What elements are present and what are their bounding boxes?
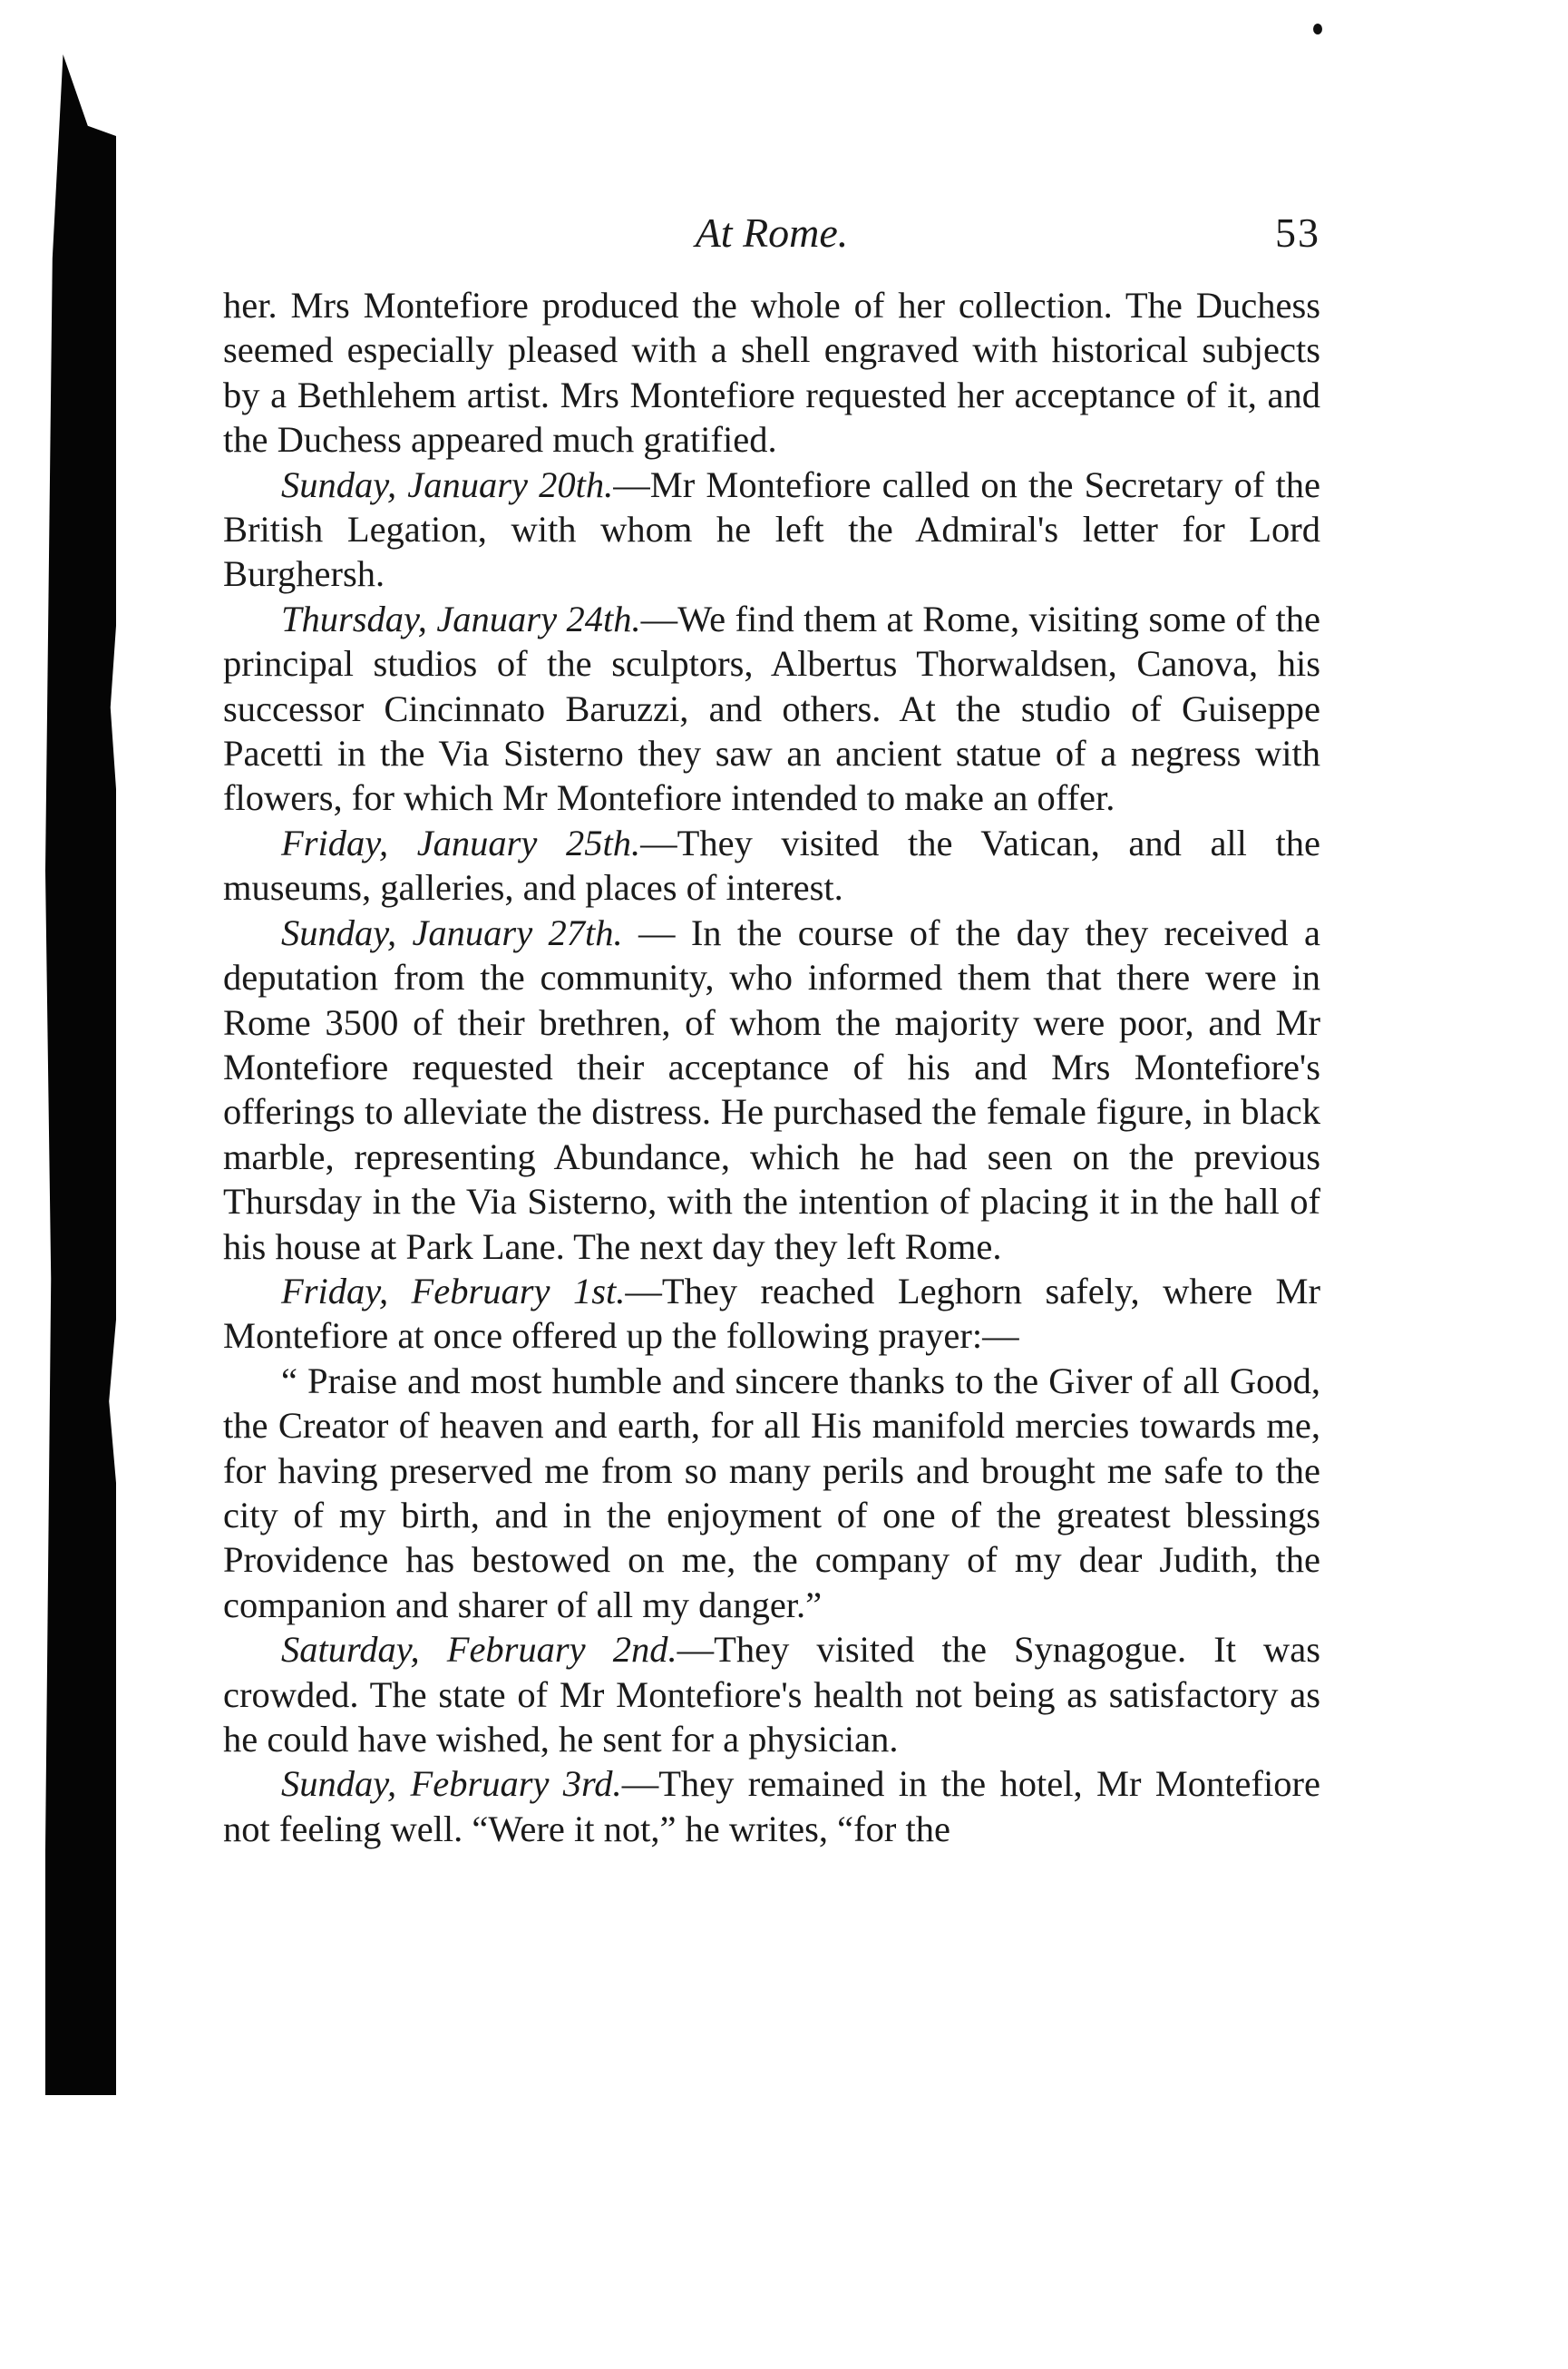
paragraph: [223, 463, 1320, 597]
paragraph: [223, 597, 1320, 821]
paragraph-text: — In the course of the day they received a deputation from the community, who informed them that there were in Rome 3500 of their brethren, of whom the majority were poor, and Mr Montefiore requested their acceptance of his and Mrs Montefiore's offerings to alleviate the distress. He purchased the female figure, in black marble, representing Abundance, which he had seen on the previous Thursday in the Via Sisterno, with the intention of placing it in the hall of his house at Park Lane. The next day they left Rome.: [223, 912, 1320, 1267]
page-number: 53: [1275, 210, 1320, 256]
paragraph-text: —Mr Montefiore called on the Secretary of the British Legation, with whom he left the Admiral's letter for Lord Burghersh.: [223, 463, 1320, 595]
dateline: Saturday, February 2nd.: [281, 1629, 677, 1671]
dateline: Sunday, January 20th.: [281, 463, 614, 505]
dateline: Friday, February 1st.: [281, 1270, 626, 1311]
running-head: [223, 201, 1320, 265]
dateline: Sunday, January 27th.: [281, 912, 623, 953]
paragraph: [223, 821, 1320, 911]
paragraph: [223, 1269, 1320, 1359]
paragraph: [223, 1761, 1320, 1851]
dateline: Friday, January 25th.: [281, 822, 641, 863]
paragraph-text: —They remained in the hotel, Mr Montefiore not feeling well. “Were it not,” he writes, “for the: [223, 1763, 1320, 1849]
paragraph-text: —They reached Leghorn safely, where Mr Montefiore at once offered up the following prayer:—: [223, 1270, 1320, 1357]
paragraph-text: —They visited the Synagogue. It was crowded. The state of Mr Montefiore's health not being as satisfactory as he could have wished, he sent for a physician.: [223, 1629, 1321, 1760]
paragraph: [223, 911, 1320, 1269]
paragraph: [223, 1627, 1320, 1761]
running-title: At Rome.: [695, 210, 849, 256]
dateline: Thursday, January 24th.: [281, 598, 641, 639]
paragraph-text: —We find them at Rome, visiting some of the principal studios of the sculptors, Albertus Thorwaldsen, Canova, his successor Cincinnato Baruzzi, and others. At the studio of Guiseppe Pacetti in the Via Sisterno they saw an ancient statue of a negress with flowers, for which Mr Montefiore intended to make an offer.: [223, 598, 1320, 819]
paragraph-text: —They visited the Vatican, and all the museums, galleries, and places of interest.: [223, 822, 1320, 909]
paragraph-text: “ Praise and most humble and sincere thanks to the Giver of all Good, the Creator of heaven and earth, for all His manifold mercies towards me, for having preserved me from so many perils and brought me safe to the city of my birth, and in the enjoyment of one of the greatest blessings Providence has bestowed on me, the company of my dear Judith, the companion and sharer of all my danger.”: [223, 1360, 1320, 1625]
prayer-quote: [223, 1359, 1320, 1627]
dateline: Sunday, February 3rd.: [281, 1763, 622, 1805]
binding-shadow: [45, 54, 116, 2095]
body-text: [223, 283, 1320, 1851]
paragraph: [223, 283, 1320, 463]
paragraph-text: her. Mrs Montefiore produced the whole of her collection. The Duchess seemed especially pleased with a shell engraved with historical subjects by a Bethlehem artist. Mrs Montefiore requested her acceptance of it, and the Duchess appeared much gratified.: [223, 285, 1320, 461]
ink-speck: [1313, 24, 1322, 34]
